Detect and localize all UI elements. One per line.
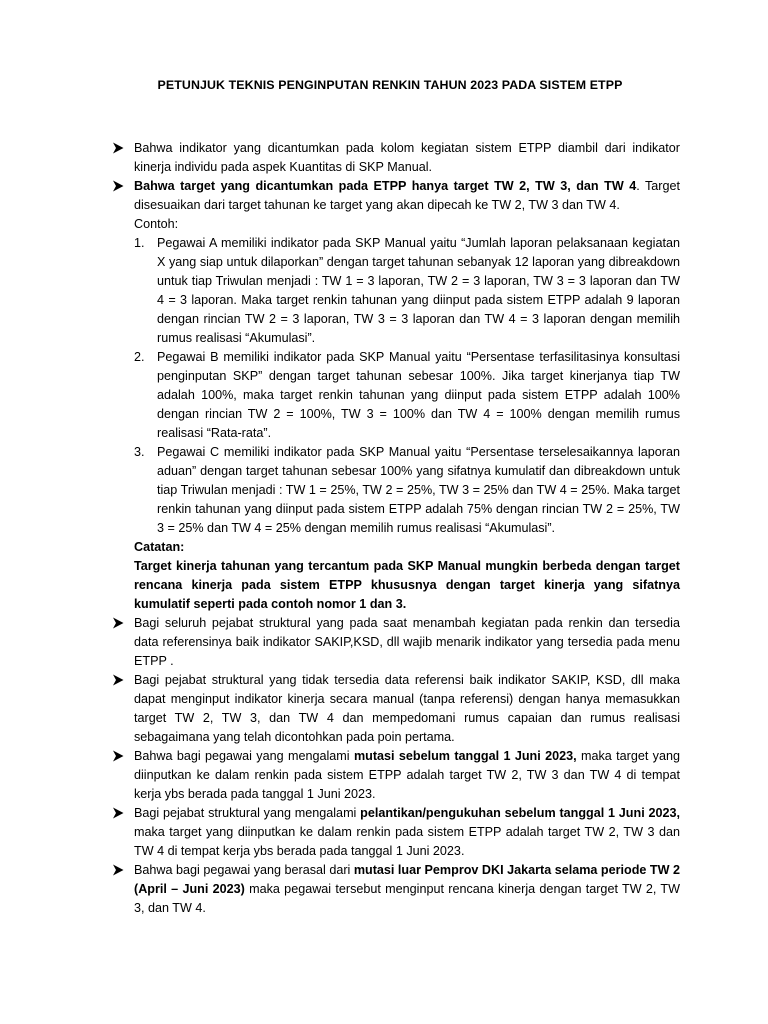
instruction-item bbox=[112, 177, 680, 614]
instruction-text-pre: Bahwa bagi pegawai yang berasal dari bbox=[134, 863, 354, 877]
example-list bbox=[134, 234, 680, 538]
arrowhead-bullet-icon bbox=[112, 142, 124, 154]
example-number: 3. bbox=[134, 445, 145, 459]
arrowhead-bullet-icon bbox=[112, 617, 124, 629]
arrowhead-bullet-icon bbox=[112, 864, 124, 876]
instruction-item bbox=[112, 804, 680, 861]
instruction-text-post: maka pegawai tersebut menginput rencana kinerja dengan target TW 2, TW 3, dan TW 4. bbox=[134, 882, 680, 915]
instruction-text-pre: Bagi pejabat struktural yang mengalami bbox=[134, 806, 361, 820]
instruction-item bbox=[112, 671, 680, 747]
instruction-list bbox=[112, 139, 680, 918]
instruction-text-pre: Bahwa bagi pegawai yang mengalami bbox=[134, 749, 354, 763]
instruction-emphasis: mutasi luar Pemprov DKI Jakarta selama periode TW 2 (April – Juni 2023) bbox=[134, 863, 681, 896]
instruction-item bbox=[112, 614, 680, 671]
example-text: Pegawai B memiliki indikator pada SKP Manual yaitu “Persentase terfasilitasinya konsultasi penginputan SKP” dengan target tahunan sebesar 100%. Jika target kinerjanya tiap TW adalah 100%, maka target renkin tahunan yang diinput pada sistem ETPP adalah 100% dengan rincian TW 2 = 100%, TW 3 = 100% dan TW 4 = 100% dengan memilih rumus realisasi “Rata-rata”. bbox=[157, 350, 680, 440]
instruction-item bbox=[112, 861, 680, 918]
instruction-text bbox=[134, 804, 680, 861]
example-text: Pegawai C memiliki indikator pada SKP Manual yaitu “Persentase terselesaikannya laporan aduan” dengan target tahunan sebesar 100% yang sifatnya kumulatif dan dibreakdown untuk tiap Triwulan menjadi : TW 1 = 25%, TW 2 = 25%, TW 3 = 25% dan TW 4 = 25%. Maka target renkin tahunan yang diinput pada sistem ETPP adalah 75% dengan rincian TW 2 = 25%, TW 3 = 25% dan TW 4 = 25% dengan memilih rumus realisasi “Akumulasi”. bbox=[157, 445, 680, 535]
example-number: 2. bbox=[134, 350, 145, 364]
instruction-text bbox=[134, 861, 680, 918]
example-text: Pegawai A memiliki indikator pada SKP Manual yaitu “Jumlah laporan pelaksanaan kegiatan X yang siap untuk dilaporkan” dengan target tahunan sebanyak 12 laporan yang dibreakdown untuk tiap Triwulan menjadi : TW 1 = 3 laporan, TW 2 = 3 laporan, TW 3 = 3 laporan dan TW 4 = 3 laporan. Maka target renkin tahunan yang diinput pada sistem ETPP adalah 9 laporan dengan rincian TW 2 = 3 laporan, TW 3 = 3 laporan dan TW 4 = 3 laporan dengan memilih rumus realisasi “Akumulasi”. bbox=[157, 236, 680, 345]
example-item bbox=[134, 234, 680, 348]
instruction-item bbox=[112, 139, 680, 177]
instruction-emphasis: mutasi sebelum tanggal 1 Juni 2023, bbox=[353, 749, 577, 763]
instruction-text: Bahwa indikator yang dicantumkan pada kolom kegiatan sistem ETPP diambil dari indikator kinerja individu pada aspek Kuantitas di SKP Manual. bbox=[134, 141, 680, 174]
arrowhead-bullet-icon bbox=[112, 180, 124, 192]
example-item bbox=[134, 348, 680, 443]
document-title: PETUNJUK TEKNIS PENGINPUTAN RENKIN TAHUN 2023 PADA SISTEM ETPP bbox=[157, 78, 623, 92]
example-item bbox=[134, 443, 680, 538]
instruction-text bbox=[134, 747, 680, 804]
instruction-text-rest: . Target disesuaikan dari target tahunan ke target yang akan dipecah ke TW 2, TW 3 dan TW 4. bbox=[134, 179, 680, 212]
instruction-emphasis: Bahwa target yang dicantumkan pada ETPP hanya target TW 2, TW 3, dan TW 4 bbox=[134, 179, 637, 193]
arrowhead-bullet-icon bbox=[112, 750, 124, 762]
instruction-text: Bagi seluruh pejabat struktural yang pada saat menambah kegiatan pada renkin dan tersedia data referensinya baik indikator SAKIP,KSD, dll wajib menarik indikator yang tersedia pada menu ETPP . bbox=[134, 616, 680, 668]
note-label: Catatan: bbox=[134, 540, 185, 554]
instruction-text-post: maka target yang diinputkan ke dalam renkin pada sistem ETPP adalah target TW 2, TW 3 dan TW 4 di tempat kerja ybs berada pada tanggal 1 Juni 2023. bbox=[134, 749, 680, 801]
instruction-text bbox=[134, 177, 680, 215]
instruction-emphasis: pelantikan/pengukuhan sebelum tanggal 1 Juni 2023, bbox=[360, 806, 680, 820]
arrowhead-bullet-icon bbox=[112, 674, 124, 686]
instruction-text-post: maka target yang diinputkan ke dalam renkin pada sistem ETPP adalah target TW 2, TW 3 dan TW 4 di tempat kerja ybs berada pada tanggal 1 Juni 2023. bbox=[134, 825, 680, 858]
example-label: Contoh: bbox=[134, 217, 179, 231]
arrowhead-bullet-icon bbox=[112, 807, 124, 819]
note-text: Target kinerja tahunan yang tercantum pada SKP Manual mungkin berbeda dengan target rencana kinerja pada sistem ETPP khususnya dengan target kinerja yang sifatnya kumulatif seperti pada contoh nomor 1 dan 3. bbox=[134, 559, 680, 611]
example-number: 1. bbox=[134, 236, 145, 250]
instruction-item bbox=[112, 747, 680, 804]
instruction-text: Bagi pejabat struktural yang tidak tersedia data referensi baik indikator SAKIP, KSD, dll maka dapat menginput indikator kinerja secara manual (tanpa referensi) dengan hanya memasukkan target TW 2, TW 3, dan TW 4 dan mempedomani rumus capaian dan rumus realisasi sebagaimana yang telah dicontohkan pada poin pertama. bbox=[134, 673, 680, 744]
